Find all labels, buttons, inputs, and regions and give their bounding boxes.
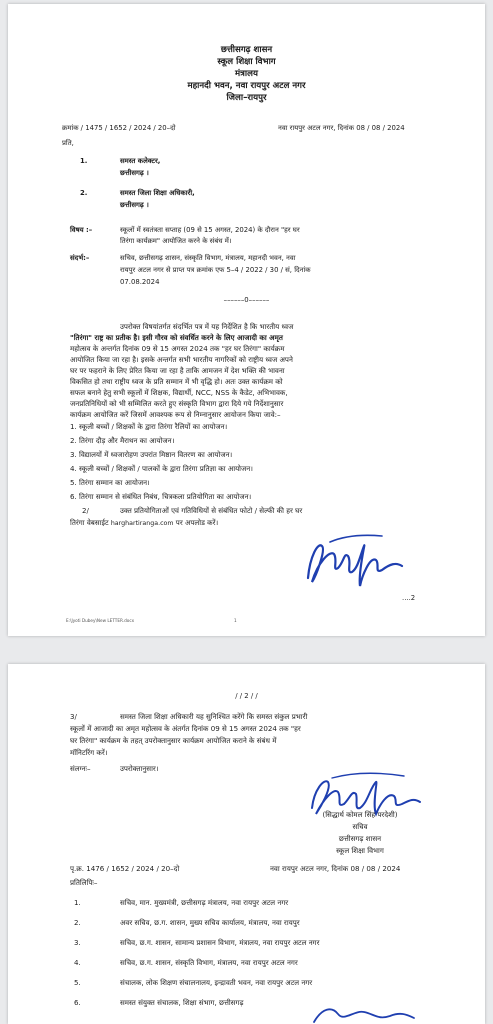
addressee-line: समस्त कलेक्टर, bbox=[120, 157, 161, 165]
copy-number: 5. bbox=[74, 978, 81, 987]
point-3-line: घर तिरंगा" कार्यक्रम के तहत् उपरोक्तानुसार कार्यक्रम आयोजित कराने के संबंध में bbox=[70, 736, 277, 745]
website-link[interactable]: harghartiranga.com bbox=[110, 520, 174, 527]
reference-line: सचिव, छत्तीसगढ़ शासन, संस्कृति विभाग, मंत्रालय, महानदी भवन, नवा bbox=[120, 254, 296, 262]
signatory-department: स्कूल शिक्षा विभाग bbox=[336, 846, 384, 855]
activity-item: 4. स्कूली बच्चों / शिक्षकों / पालकों के द्वारा तिरंगा प्रतिज्ञा का आयोजन। bbox=[70, 464, 253, 473]
section-divider: ––––––0–––––– bbox=[223, 296, 270, 304]
header-department: स्कूल शिक्षा विभाग bbox=[217, 57, 276, 67]
body-line: विकसित हो तथा राष्ट्रीय ध्वज के प्रति सम्मान में भी वृद्धि हो। अतः उक्त कार्यक्रम को bbox=[70, 377, 283, 386]
subject-label: विषय :– bbox=[70, 226, 93, 234]
enclosure-label: संलग्नः– bbox=[70, 764, 91, 773]
copy-number: 6. bbox=[74, 998, 81, 1007]
page-number: 1 bbox=[234, 618, 237, 623]
letter-page-1 bbox=[8, 4, 485, 636]
point-3-line: स्कूलों में आजादी का अमृत महोत्सव के अंतर्गत दिनांक 09 से 15 अगस्त 2024 तक "हर bbox=[70, 724, 301, 733]
letter-page-2 bbox=[8, 664, 485, 1024]
point-number: 3/ bbox=[70, 712, 77, 721]
body-line: सफल बनाने हेतु सभी स्कूलों में शिक्षक, विद्यार्थी, NCC, NSS के कैडेट, अभिभावक, bbox=[70, 388, 288, 397]
signatory-government: छत्तीसगढ़ शासन bbox=[338, 834, 382, 843]
activity-item: 2. तिरंगा दौड़ और मैराथन का आयोजन। bbox=[70, 436, 175, 445]
activity-item: 1. स्कूली बच्चों / शिक्षकों के द्वारा तिरंगा रैलियों का आयोजन। bbox=[70, 422, 228, 431]
header-address: महानदी भवन, नवा रायपुर अटल नगर bbox=[187, 81, 306, 91]
body-line: महोत्सव के अन्तर्गत दिनांक 09 से 15 अगस्त 2024 तक "हर घर तिरंगा" कार्यक्रम bbox=[70, 344, 285, 353]
copy-number: 3. bbox=[74, 938, 81, 947]
enclosure-value: उपरोक्तानुसार। bbox=[120, 764, 159, 773]
body-line: उपरोक्त विषयांतर्गत संदर्भित पत्र में यह निर्देशित है कि भारतीय ध्वज bbox=[120, 322, 294, 331]
body-line: जनप्रतिनिधियों को भी सम्मिलित करते हुए संस्कृति विभाग द्वारा दिये गये निर्देशानुसार bbox=[70, 399, 284, 408]
copy-label: प्रतिलिपिः– bbox=[70, 878, 98, 887]
reference-line: रायपुर अटल नगर से प्राप्त पत्र क्रमांक एफ 5–4 / 2022 / 30 / सं, दिनांक bbox=[120, 266, 311, 274]
reference-number: क्रमांक / 1475 / 1652 / 2024 / 20–दो bbox=[62, 124, 176, 132]
copy-number: 1. bbox=[74, 898, 81, 907]
body-line: कार्यक्रम आयोजित करें जिसमें आवश्यक रूप से निम्नानुसार आयोजन किया जावे:– bbox=[70, 410, 281, 419]
copy-recipient: सचिव, छ.ग. शासन, सामान्य प्रशासन विभाग, मंत्रालय, नवा रायपुर अटल नगर bbox=[120, 938, 320, 947]
copy-recipient: सचिव, छ.ग. शासन, संस्कृति विभाग, मंत्रालय, नवा रायपुर अटल नगर bbox=[120, 958, 298, 967]
copy-place-date: नवा रायपुर अटल नगर, दिनांक 08 / 08 / 2024 bbox=[270, 864, 401, 873]
body-line: आयोजित किया जा रहा है। इसके अन्तर्गत सभी भारतीय नागरिकों को राष्ट्रीय ध्वज अपने bbox=[70, 355, 293, 364]
addressee-line: छत्तीसगढ़ । bbox=[120, 169, 149, 177]
point-2-text: पर अपलोड करें। bbox=[173, 518, 219, 527]
copy-recipient: संचालक, लोक शिक्षण संचालनालय, इन्द्रावती भवन, नवा रायपुर अटल नगर bbox=[120, 978, 313, 987]
prati-label: प्रति, bbox=[62, 139, 74, 147]
continuation-mark: ....2 bbox=[402, 594, 416, 602]
body-line: "तिरंगा" राष्ट्र का प्रतीक है। इसी गौरव को संवर्धित करने के लिए आजादी का अमृत bbox=[70, 333, 283, 342]
activity-item: 6. तिरंगा सम्मान से संबंधित निबंध, चित्रकला प्रतियोगिता का आयोजन। bbox=[70, 492, 252, 501]
point-3-line: मॉनिटरिंग करें। bbox=[70, 748, 108, 757]
copy-recipient: सचिव, मान. मुख्यमंत्री, छत्तीसगढ़ मंत्रालय, नवा रायपुर अटल नगर bbox=[120, 898, 289, 907]
activity-item: 5. तिरंगा सम्मान का आयोजन। bbox=[70, 478, 150, 487]
header-district: जिला–रायपुर bbox=[226, 93, 267, 103]
copy-reference-number: पृ.क्र. 1476 / 1652 / 2024 / 20–दो bbox=[70, 864, 180, 873]
file-path: E:\Jyoti Dubey\New LETTER.docx bbox=[66, 618, 135, 623]
place-date: नवा रायपुर अटल नगर, दिनांक 08 / 08 / 2024 bbox=[278, 124, 405, 132]
addressee-number: 2. bbox=[80, 189, 88, 197]
header-government: छत्तीसगढ़ शासन bbox=[220, 45, 273, 55]
addressee-number: 1. bbox=[80, 157, 88, 165]
point-3-line: समस्त जिला शिक्षा अधिकारी यह सुनिश्चित करेंगे कि समस्त संकुल प्रभारी bbox=[120, 712, 308, 721]
initials-mark bbox=[308, 1004, 418, 1024]
point-number: 2/ bbox=[82, 506, 89, 515]
copy-number: 4. bbox=[74, 958, 81, 967]
header-ministry: मंत्रालय bbox=[235, 69, 258, 79]
copy-recipient: अवर सचिव, छ.ग. शासन, मुख्य सचिव कार्यालय, मंत्रालय, नवा रायपुर bbox=[120, 918, 300, 927]
point-2-line bbox=[70, 518, 218, 529]
subject-line: तिरंगा कार्यक्रम" आयोजित करने के संबंध में। bbox=[120, 237, 232, 245]
signatory-name: (सिद्धार्थ कोमल सिंह परदेशी) bbox=[322, 810, 398, 819]
activity-item: 3. विद्यालयों में ध्वजारोहण उपरांत मिष्ठान वितरण का आयोजन। bbox=[70, 450, 233, 459]
addressee-line: समस्त जिला शिक्षा अधिकारी, bbox=[120, 189, 195, 197]
signatory-designation: सचिव bbox=[352, 822, 368, 831]
addressee-line: छत्तीसगढ़ । bbox=[120, 201, 149, 209]
reference-label: संदर्भ:– bbox=[70, 254, 90, 262]
point-2-line: उक्त प्रतियोगिताओं एवं गतिविधियों से संबंधित फोटो / सेल्फी की हर घर bbox=[120, 506, 303, 515]
body-line: घर पर फहराने के लिए प्रेरित किया जा रहा है ताकि आमजन में देश भक्ति की भावना bbox=[70, 366, 285, 375]
signature-page-1 bbox=[300, 516, 420, 596]
page-marker: / / 2 / / bbox=[235, 692, 258, 700]
reference-line: 07.08.2024 bbox=[120, 278, 160, 286]
subject-line: स्कूलों में स्वतंत्रता सप्ताह (09 से 15 अगस्त, 2024) के दौरान "हर घर bbox=[120, 226, 300, 234]
copy-number: 2. bbox=[74, 918, 81, 927]
point-2-text: तिरंगा वेबसाईट bbox=[70, 518, 111, 527]
copy-recipient: समस्त संयुक्त संचालक, शिक्षा संभाग, छत्तीसगढ़ bbox=[120, 998, 244, 1007]
